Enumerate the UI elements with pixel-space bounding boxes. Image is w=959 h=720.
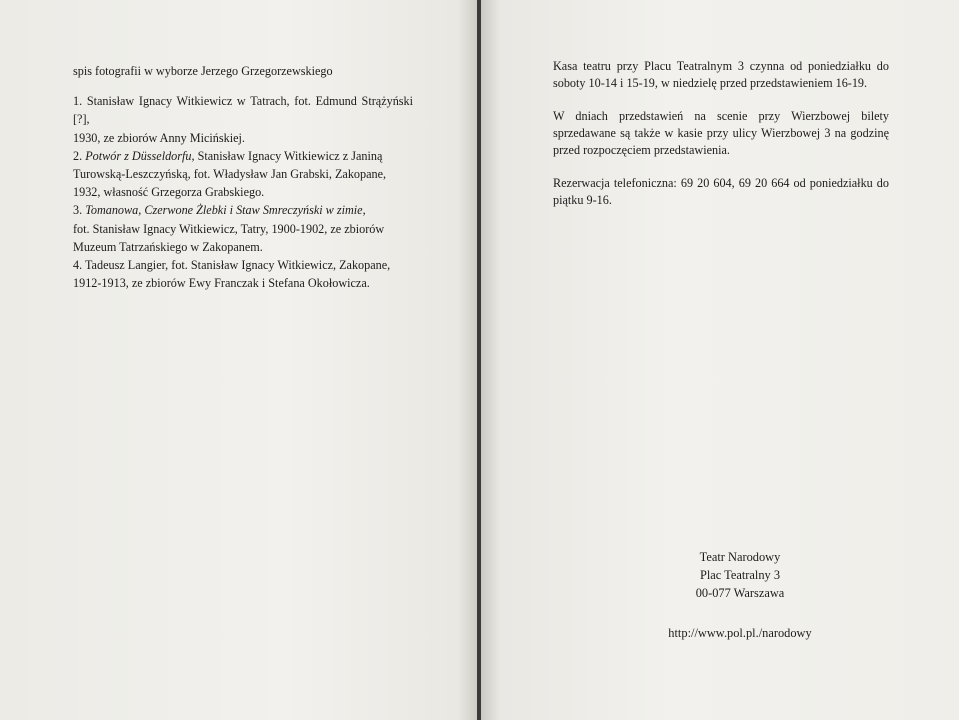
theatre-address [560,548,920,642]
phone-reservation: Rezerwacja telefoniczna: 69 20 604, 69 20 664 od poniedziałku do piątku 9-16. [553,176,889,207]
photo-entry-1 [73,92,413,147]
photo-entry-2 [73,147,413,202]
entry-number: 3. [73,203,83,218]
entry-title: Potwór z Düsseldorfu, [85,148,195,163]
entry-text: 1912-1913, ze zbiorów Ewy Franczak i Stefana Okołowicza. [73,276,370,291]
theatre-street: Plac Teatralny 3 [699,568,781,582]
entry-text: fot. Stanisław Ignacy Witkiewicz, Tatry, 1900-1902, ze zbiorów [73,221,385,236]
left-page [0,0,477,720]
entry-number: 2. [73,148,83,163]
entry-text: Stanisław Ignacy Witkiewicz w Tatrach, fot. Edmund Strążyński [?], [73,94,414,127]
entry-number: 4. [73,258,83,273]
entry-text: Muzeum Tatrzańskiego w Zakopanem. [73,239,263,254]
entry-title: Tomanowa, Czerwone Żlebki i Staw Smreczyński w zimie, [85,203,366,218]
box-office-info [553,58,889,225]
box-office-hours: Kasa teatru przy Placu Teatralnym 3 czynna od poniedziałku do soboty 10-14 i 15-19, w niedzielę przed przedstawieniem 16-19. [553,59,889,90]
entry-text: Turowską-Leszczyńską, fot. Władysław Jan Grabski, Zakopane, [73,167,387,182]
photo-list-heading: spis fotografii w wyborze Jerzego Grzegorzewskiego [73,64,333,78]
photo-entry-3 [73,201,413,256]
entry-text: 1930, ze zbiorów Anny Micińskiej. [73,130,245,145]
theatre-url: http://www.pol.pl./narodowy [668,626,812,640]
photo-list [73,62,413,292]
theatre-name: Teatr Narodowy [699,550,781,564]
entry-text: 1932, własność Grzegorza Grabskiego. [73,185,265,200]
theatre-city: 00-077 Warszawa [695,586,785,600]
entry-text: Tadeusz Langier, fot. Stanisław Ignacy Witkiewicz, Zakopane, [84,258,391,273]
entry-number: 1. [73,94,83,109]
entry-text: Stanisław Ignacy Witkiewicz z Janiną [197,148,383,163]
photo-entry-4 [73,256,413,292]
wierzbowa-tickets: W dniach przedstawień na scenie przy Wierzbowej bilety sprzedawane są także w kasie przy ulicy Wierzbowej 3 na godzinę przed rozpoczęciem przedstawienia. [553,109,889,157]
